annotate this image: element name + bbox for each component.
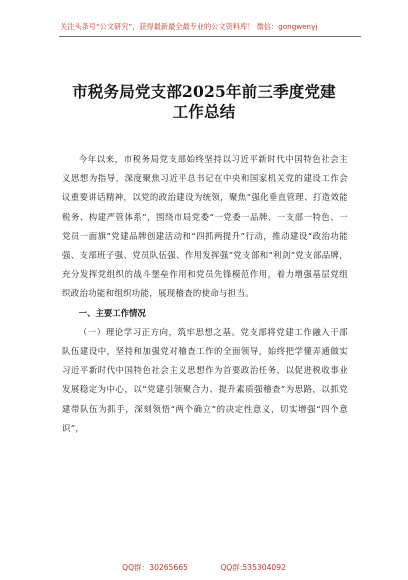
header-note: 关注头条号“公文研究”，获得最新最全最专业的公文资料库！ 微信：gongwenyj <box>60 22 318 31</box>
intro-paragraph: 今年以来，市税务局党支部始终坚持以习近平新时代中国特色社会主义思想为指导，深度聚焦习近平总书记在中央和国家机关党的建设工作会议重要讲话精神，以党的政治建设为统领，聚焦“强化垂直管理、打造效能税务、构建严管体系”，围绕市局党委“一党委一品牌、一支部一特色、一党员一面旗”党建品牌创建活动和“四抓两提升”行动，推动建设“政治功能强、支部班子强、党员队伍强、作用发挥强”党支部和“利剑”党支部品牌，充分发挥党组织的战斗堡垒作用和党员先锋模范作用，着力增强基层党组织政治功能和组织功能，展现稽查的使命与担当。 <box>62 154 348 299</box>
title-line-1: 市税务局党支部2025年前三季度党建 <box>72 82 336 101</box>
title-line-2: 工作总结 <box>172 102 236 121</box>
footer-qq-group-1: QQ群：30265665 <box>122 563 188 572</box>
footer-contact <box>0 562 408 573</box>
document-body <box>62 150 348 438</box>
section-paragraph: （一）理论学习正方向，筑牢思想之基。党支部将党建工作融入干部队伍建设中，坚持和加强党对稽查工作的全面领导，始终把学懂弄通做实习近平新时代中国特色社会主义思想作为首要政治任务，以促进税收事业发展稳定为中心，以“党建引领聚合力、提升素质强稽查”为思路，以抓党建带队伍为抓手，深刻领悟“两个确立”的决定性意义，切实增强“四个意识”， <box>62 326 348 433</box>
footer-qq-group-2: QQ群:535304092 <box>220 563 286 572</box>
header-divider <box>59 36 361 37</box>
section-heading: 一、主要工作情况 <box>78 307 146 318</box>
document-title <box>40 82 368 122</box>
